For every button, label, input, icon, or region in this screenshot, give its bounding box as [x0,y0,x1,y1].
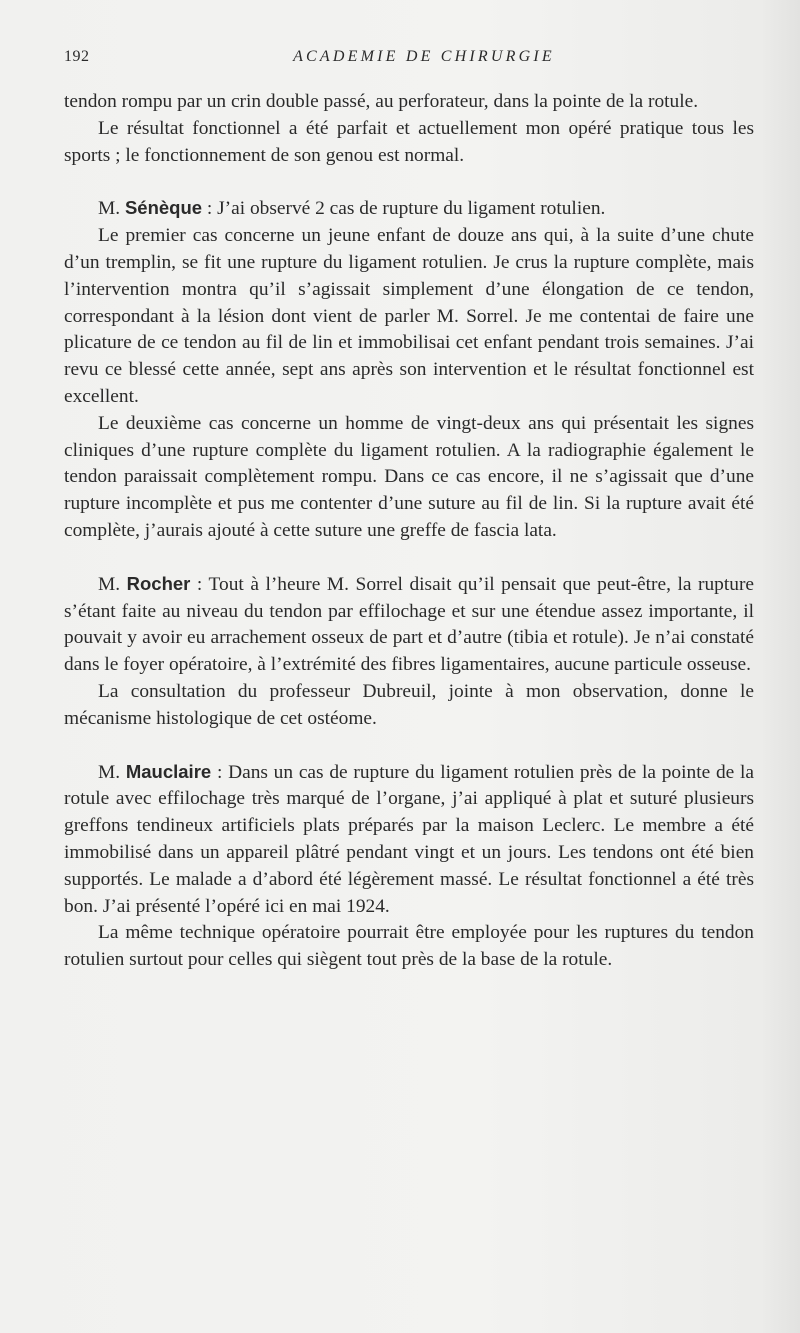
speaker-name-rocher: Rocher [126,572,191,594]
speaker-name-mauclaire: Mauclaire [125,760,212,782]
body-text [64,89,754,974]
paragraph-rocher [64,571,754,679]
paragraph-text: Le résultat fonctionnel a été parfait et actuellement mon opéré pratique tous les sports ; le fonctionnement de son genou est normal. [64,117,754,166]
paragraph-continuation [64,89,754,116]
paragraph-first-case [64,223,754,411]
paragraph-seneque-intro [64,195,754,223]
paragraph-result [64,116,754,170]
page-number: 192 [64,48,90,65]
paragraph-text: : Tout à l’heure M. Sorrel disait qu’il pensait que peut-être, la rupture s’étant faite au niveau du tendon par effilochage et sur une étendue assez importante, il pouvait y avoir eu arrachement osseux de part et d’autre (tibia et rotule). Je n’ai constaté dans le foyer opératoire, à l’extrémité des fibres ligamentaires, aucune particule osseuse. [64,573,755,676]
paragraph-text: Le premier cas concerne un jeune enfant de douze ans qui, à la suite d’une chute d’un tremplin, se fit une rupture du ligament rotulien. Je crus la rupture complète, mais l’intervention montra qu’il s’agissait simplement d’une élongation de ce tendon, correspondant à la lésion dont vient de parler M. Sorrel. Je me contentai de faire une plicature de ce tendon au fil de lin et immobilisai cet enfant pendant trois semaines. J’ai revu ce blessé cette année, sept ans après son intervention et le résultat fonctionnel est excellent. [64,225,754,407]
speaker-prefix: M. [98,573,127,595]
paragraph-consultation [64,679,754,733]
paragraph-technique [64,920,754,974]
paragraph-text: La consultation du professeur Dubreuil, jointe à mon observation, donne le mécanisme histologique de cet ostéome. [64,680,754,729]
paragraph-text: tendon rompu par un crin double passé, au perforateur, dans la pointe de la rotule. [64,91,699,112]
paragraph-text: Le deuxième cas concerne un homme de vingt-deux ans qui présentait les signes cliniques d’une rupture complète du ligament rotulien. A la radiographie également le tendon paraissait complètement rompu. Dans ce cas encore, il ne s’agissait que d’une rupture incomplète et pus me contenter d’une suture au fil de lin. Si la rupture avait été complète, j’aurais ajouté à cette suture une greffe de fascia lata. [64,412,754,541]
speaker-prefix: M. [98,761,126,783]
paragraph-text: : Dans un cas de rupture du ligament rotulien près de la pointe de la rotule avec effilochage très marqué de l’organe, j’ai appliqué à plat et suturé plusieurs greffons tendineux artificiels plats préparés par la maison Leclerc. Le membre a été immobilisé dans un appareil plâtré pendant vingt et un jours. Les tendons ont été bien supportés. Le malade a d’abord été légèrement massé. Le résultat fonctionnel a été très bon. J’ai présenté l’opéré ici en mai 1924. [64,761,754,917]
paragraph-text: : J’ai observé 2 cas de rupture du ligament rotulien. [202,198,606,220]
page-header [64,48,754,72]
speaker-prefix: M. [98,198,125,220]
paragraph-mauclaire [64,759,754,921]
speaker-name-seneque: Sénèque [124,197,203,219]
running-title: ACADEMIE DE CHIRURGIE [293,48,555,65]
paragraph-text: La même technique opératoire pourrait être employée pour les ruptures du tendon rotulien surtout pour celles qui siègent tout près de la base de la rotule. [64,922,754,971]
paragraph-second-case [64,411,754,545]
